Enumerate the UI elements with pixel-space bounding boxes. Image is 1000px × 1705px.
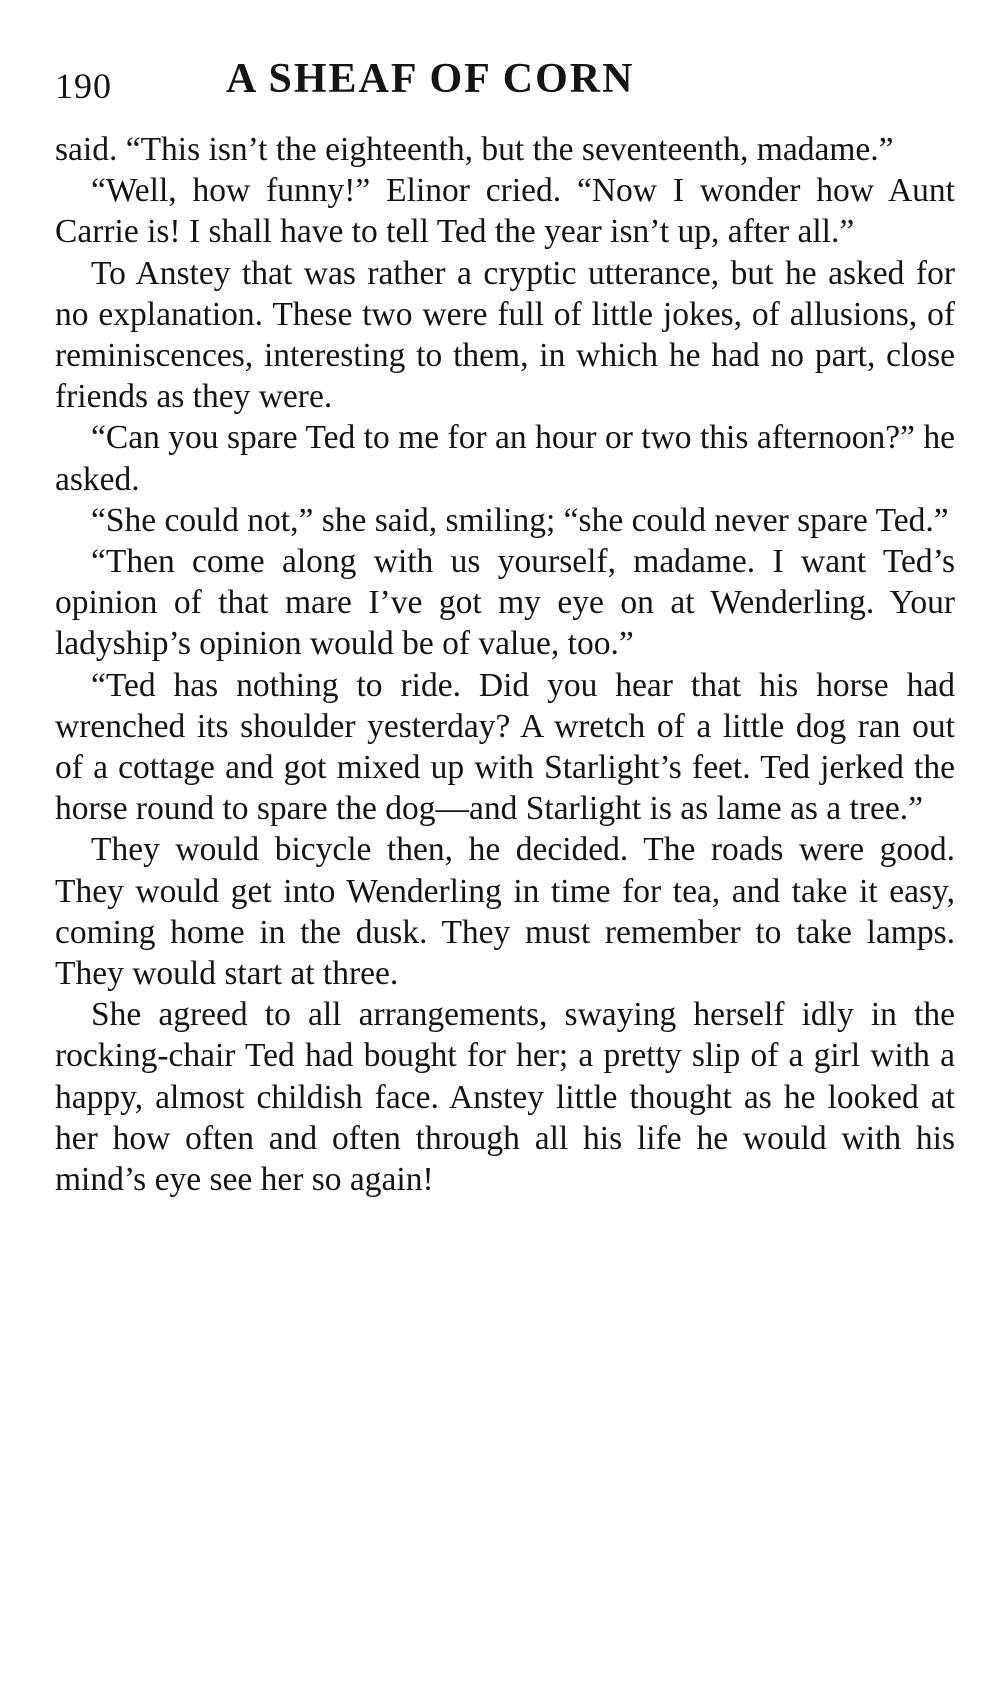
book-page: [55, 55, 955, 1200]
page-header: [55, 55, 955, 123]
paragraph: “Can you spare Ted to me for an hour or two this afternoon?” he asked.: [55, 419, 955, 498]
paragraph: “Then come along with us yourself, madame. I want Ted’s opinion of that mare I’ve got my eye on at Wenderling. Your ladyship’s opinion would be of value, too.”: [55, 543, 955, 663]
running-title: A SHEAF OF CORN: [226, 56, 635, 102]
paragraph: To Anstey that was rather a cryptic utterance, but he asked for no explanation. These two were full of little jokes, of allusions, of reminiscences, interesting to them, in which he had no part, close friends as they were.: [55, 254, 955, 416]
body-text: [55, 129, 955, 1200]
paragraph: They would bicycle then, he decided. The roads were good. They would get into Wenderling in time for tea, and take it easy, coming home in the dusk. They must remember to take lamps. They would start at three.: [55, 831, 955, 993]
paragraph: “Ted has nothing to ride. Did you hear that his horse had wrenched its shoulder yesterday? A wretch of a little dog ran out of a cottage and got mixed up with Starlight’s feet. Ted jerked the horse round to spare the dog—and Starlight is as lame as a tree.”: [55, 666, 955, 828]
page-number: 190: [55, 66, 112, 106]
paragraph: “She could not,” she said, smiling; “she could never spare Ted.”: [91, 501, 949, 539]
paragraph: She agreed to all arrangements, swaying herself idly in the rocking-chair Ted had bought for her; a pretty slip of a girl with a happy, almost childish face. Anstey little thought as he looked at her how often and often through all his life he would with his mind’s eye see her so again!: [55, 996, 955, 1199]
paragraph: “Well, how funny!” Elinor cried. “Now I wonder how Aunt Carrie is! I shall have to tell Ted the year isn’t up, after all.”: [55, 172, 955, 251]
paragraph: said. “This isn’t the eighteenth, but the seventeenth, madame.”: [55, 131, 894, 168]
